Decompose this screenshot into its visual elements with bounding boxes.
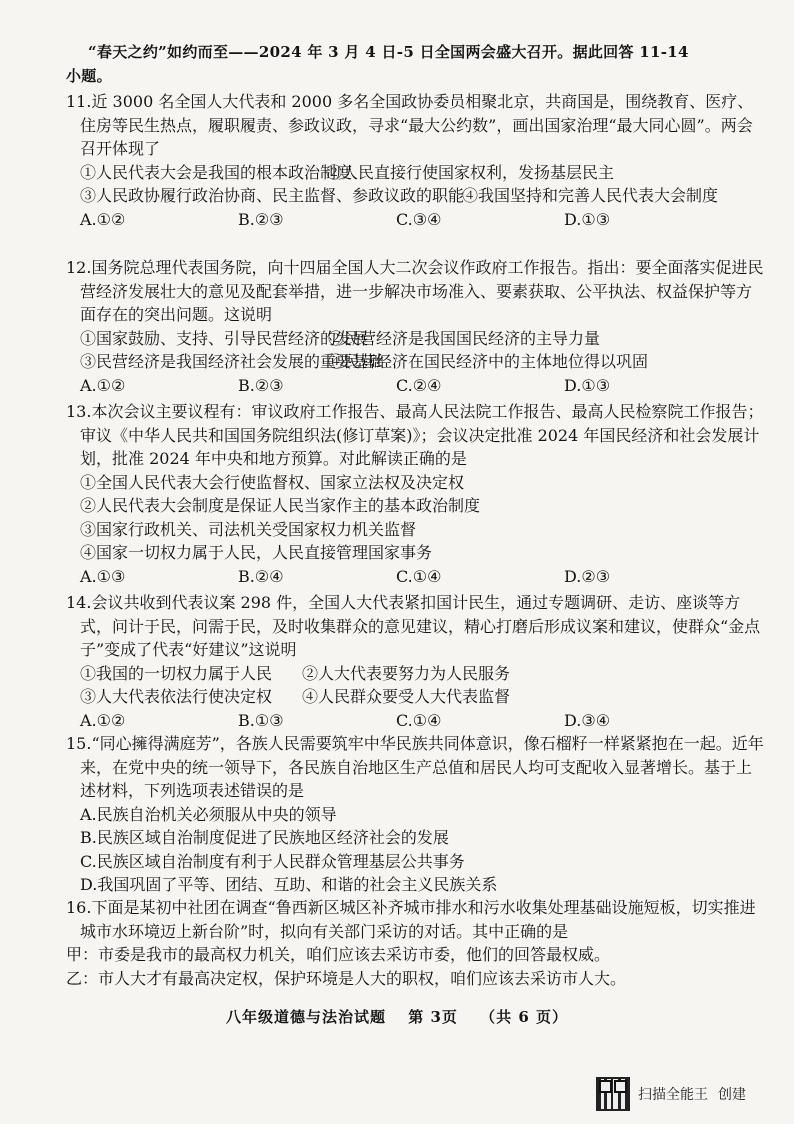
option-a[interactable]: A.民族自治机关必须服从中央的领导: [80, 804, 337, 824]
option-1: ①我国的一切权力属于人民: [80, 663, 273, 683]
option-4: ④我国坚持和完善人民代表大会制度: [462, 186, 719, 205]
option-3: ③国家行政机关、司法机关受国家权力机关监督: [80, 519, 417, 539]
question-stem: 12.国务院总理代表国务院，向十四届全国人大二次会议作政府工作报告。指出：要全面落实促进民营经济发展壮大的意见及配套举措，进一步解决市场准入、要素获取、公平执法、权益保护等方面存在的突出问题。这说明: [66, 258, 764, 324]
scanner-brand: 扫描全能王: [638, 1087, 708, 1103]
scanner-watermark: [596, 1077, 746, 1111]
question-15: [66, 732, 766, 897]
option-3: ③人大代表依法行使决定权: [80, 687, 273, 706]
answer-c[interactable]: C.①④: [396, 710, 442, 730]
answer-a[interactable]: A.①②: [80, 710, 126, 730]
option-3: ③人民政协履行政治协商、民主监督、参政议政的职能: [80, 186, 465, 205]
scanner-action: 创建: [718, 1087, 746, 1103]
answer-c[interactable]: C.③④: [396, 209, 442, 229]
intro-passage: [66, 40, 766, 88]
dialogue-yi: 乙：市人大才有最高决定权，保护环境是人大的职权，咱们应该去采访市人大。: [66, 968, 627, 988]
option-1: ①人民代表大会是我国的根本政治制度: [80, 162, 353, 182]
page-footer: [0, 1006, 794, 1027]
question-stem: 13.本次会议主要议程有：审议政府工作报告、最高人民法院工作报告、最高人民检察院工作报告；审议《中华人民共和国国务院组织法(修订草案)》；会议决定批准 2024 年国民经济和社会发展计划，批准 2024 年中央和地方预算。对此解读正确的是: [66, 402, 764, 468]
question-12: [66, 256, 766, 397]
option-d[interactable]: D.我国巩固了平等、团结、互助、和谐的社会主义民族关系: [80, 875, 498, 894]
answer-b[interactable]: B.②④: [238, 566, 284, 586]
option-b[interactable]: B.民族区域自治制度促进了民族地区经济社会的发展: [80, 828, 449, 847]
option-1: ①全国人民代表大会行使监督权、国家立法权及决定权: [80, 472, 465, 492]
answer-a[interactable]: A.①②: [80, 209, 126, 229]
answer-b[interactable]: B.②③: [238, 209, 284, 229]
question-13: [66, 400, 766, 588]
option-2: ②人大代表要努力为人民服务: [302, 663, 511, 683]
exam-title: 八年级道德与法治试题: [225, 1008, 386, 1026]
answer-c[interactable]: C.①④: [396, 566, 442, 586]
option-4: ④民营经济在国民经济中的主体地位得以巩固: [328, 352, 649, 371]
option-3: ③民营经济是我国经济社会发展的重要基础: [80, 352, 385, 371]
qr-code-icon: [596, 1077, 630, 1111]
intro-line-2: 小题。: [66, 67, 112, 85]
answer-b[interactable]: B.①③: [238, 710, 284, 730]
page-number: 第 3页: [408, 1008, 458, 1026]
option-2: ②人民直接行使国家权利，发扬基层民主: [326, 162, 615, 182]
option-2: ②人民代表大会制度是保证人民当家作主的基本政治制度: [80, 496, 481, 515]
answer-d[interactable]: D.③④: [564, 710, 611, 730]
question-stem: 16.下面是某初中社团在调查“鲁西新区城区补齐城市排水和污水收集处理基础设施短板，切实推进城市水环境迈上新台阶”时，拟向有关部门采访的对话。其中正确的是: [66, 898, 756, 941]
option-4: ④人民群众要受人大代表监督: [302, 687, 511, 706]
question-stem: 15.“同心擁得满庭芳”，各族人民需要筑牢中华民族共同体意识，像石榴籽一样紧紧抱在一起。近年来，在党中央的统一领导下，各民族自治地区生产总值和居民人均可支配收入显著增长。基于上述材料，下列选项表述错误的是: [66, 734, 764, 800]
answer-choices: [66, 374, 766, 398]
page-total: （共 6 页）: [480, 1008, 569, 1026]
answer-choices: [66, 709, 766, 733]
intro-line-1: “春天之约”如约而至——2024 年 3 月 4 日-5 日全国两会盛大召开。据此回答 11-14: [88, 43, 689, 61]
question-stem: 11.近 3000 名全国人大代表和 2000 多名全国政协委员相聚北京，共商国是，围绕教育、医疗、住房等民生热点，履职履责、参政议政，寻求“最大公约数”，画出国家治理“最大同心圆”。两会召开体现了: [66, 92, 754, 158]
answer-d[interactable]: D.①③: [564, 209, 611, 229]
answer-a[interactable]: A.①③: [80, 566, 126, 586]
question-16: [66, 896, 766, 990]
question-11: [66, 90, 766, 231]
dialogue-jia: 甲：市委是我市的最高权力机关，咱们应该去采访市委，他们的回答最权威。: [66, 945, 611, 964]
answer-d[interactable]: D.②③: [564, 566, 611, 586]
answer-c[interactable]: C.②④: [396, 375, 442, 395]
question-stem: 14.会议共收到代表议案 298 件，全国人大代表紧扣国计民生，通过专题调研、走访、座谈等方式，问计于民，问需于民，及时收集群众的意见建议，精心打磨后形成议案和建议，使群众“金点子”变成了代表“好建议”这说明: [66, 593, 761, 659]
option-c[interactable]: C.民族区域自治制度有利于人民群众管理基层公共事务: [80, 851, 465, 871]
answer-choices: [66, 565, 766, 589]
answer-choices: [66, 208, 766, 232]
option-4: ④国家一切权力属于人民，人民直接管理国家事务: [80, 543, 433, 562]
answer-a[interactable]: A.①②: [80, 375, 126, 395]
answer-b[interactable]: B.②③: [238, 375, 284, 395]
option-1: ①国家鼓励、支持、引导民营经济的发展: [80, 328, 369, 348]
question-14: [66, 591, 766, 732]
answer-d[interactable]: D.①③: [564, 375, 611, 395]
option-2: ②民营经济是我国国民经济的主导力量: [328, 328, 601, 348]
